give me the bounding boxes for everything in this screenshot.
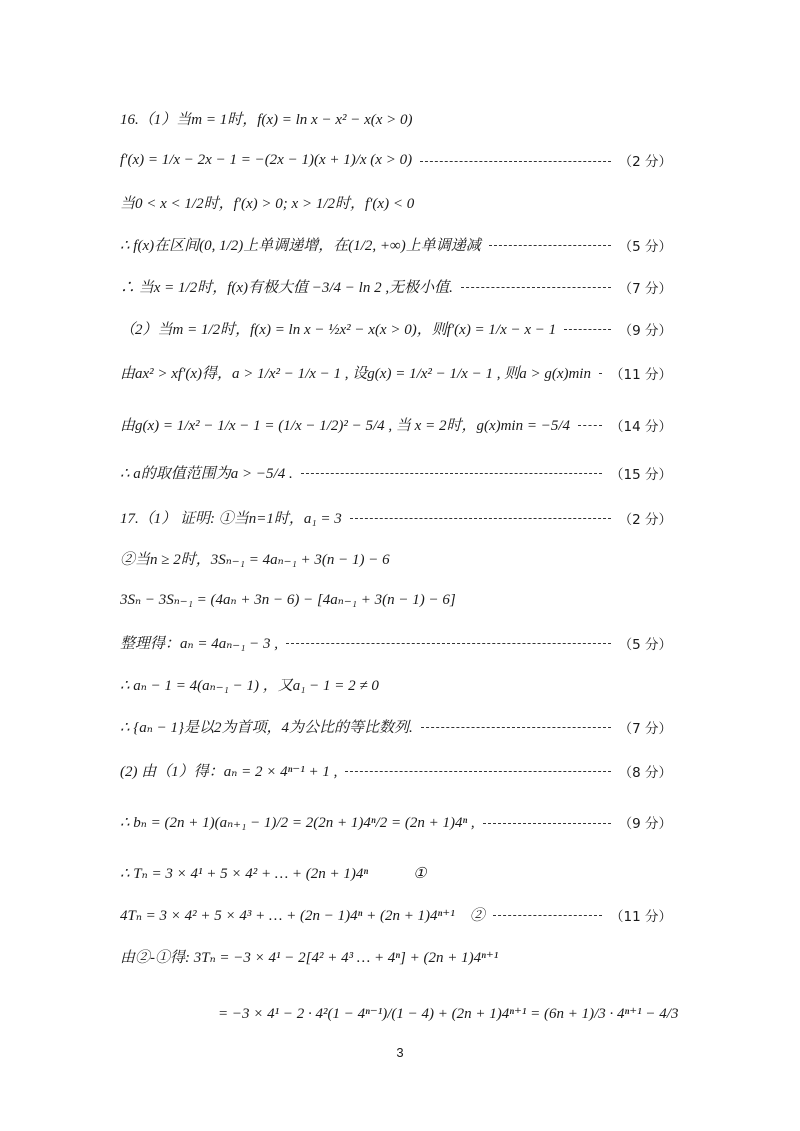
score-label: （5 分）	[618, 636, 672, 653]
leader-dashes	[578, 425, 602, 426]
line-text: 3Sₙ − 3Sₙ₋₁ = (4aₙ + 3n − 6) − [4aₙ₋₁ + 3(n − 1) − 6]	[120, 592, 456, 608]
score-label: （9 分）	[618, 322, 672, 339]
score-label: （7 分）	[618, 720, 672, 737]
leader-dashes	[421, 727, 611, 728]
line-text: ∴ f(x)在区间(0, 1/2)上单调递增，在(1/2, +∞)上单调递减	[120, 238, 481, 254]
line-4tn	[120, 904, 672, 925]
line-range-a	[120, 462, 672, 483]
line-bn	[120, 812, 672, 832]
line-text: 整理得：aₙ = 4aₙ₋₁ − 3 ,	[120, 636, 279, 652]
line-sign-analysis	[120, 192, 672, 213]
line-inequality	[120, 362, 672, 383]
line-text: ∴ aₙ − 1 = 4(aₙ₋₁ − 1) ，又a₁ − 1 = 2 ≠ 0	[120, 678, 379, 694]
leader-dashes	[420, 161, 611, 162]
line-text: (2) 由（1）得：aₙ = 2 × 4ⁿ⁻¹ + 1 ,	[120, 764, 338, 780]
line-text: ∴ a的取值范围为a > −5/4 .	[120, 466, 293, 482]
score-label: （8 分）	[618, 764, 672, 781]
leader-dashes	[301, 473, 602, 474]
leader-dashes	[350, 518, 611, 519]
line-recursion	[120, 674, 672, 695]
leader-dashes	[345, 771, 610, 772]
leader-dashes	[461, 287, 611, 288]
line-text: ∴ Tₙ = 3 × 4¹ + 5 × 4² + … + (2n + 1)4ⁿ ①	[120, 866, 427, 882]
line-case-n2	[120, 548, 672, 569]
line-text: ∴ {aₙ − 1}是以2为首项，4为公比的等比数列.	[120, 720, 413, 736]
line-text: ∴ bₙ = (2n + 1)(aₙ₊₁ − 1)/2 = 2(2n + 1)4ⁿ/2 = (2n + 1)4ⁿ ,	[120, 814, 475, 831]
line-text: 4Tₙ = 3 × 4² + 5 × 4³ + … + (2n − 1)4ⁿ + (2n + 1)4ⁿ⁺¹ ②	[120, 908, 485, 924]
score-label: （9 分）	[618, 816, 672, 832]
line-result	[218, 1004, 679, 1023]
score-label: （11 分）	[610, 366, 672, 383]
score-label: （7 分）	[618, 280, 672, 297]
page-number: 3	[396, 1045, 404, 1060]
line-difference	[120, 590, 672, 609]
score-label: （14 分）	[610, 418, 672, 435]
line-text: f′(x) = 1/x − 2x − 1 = −(2x − 1)(x + 1)/x (x > 0)	[120, 151, 413, 168]
line-17-2	[120, 760, 672, 781]
line-simplify	[120, 632, 672, 653]
line-text: 由g(x) = 1/x² − 1/x − 1 = (1/x − 1/2)² − 5/4 , 当 x = 2时，g(x)min = −5/4	[120, 418, 571, 434]
leader-dashes	[483, 823, 611, 824]
line-text: （2）当m = 1/2时，f(x) = ln x − ½x² − x(x > 0)，则f′(x) = 1/x − x − 1	[120, 322, 557, 338]
score-label: （11 分）	[610, 908, 672, 925]
leader-dashes	[493, 915, 602, 916]
line-text: ∴ 当x = 1/2时，f(x)有极大值 −3/4 − ln 2 ,无极小值.	[120, 280, 453, 296]
line-17-1	[120, 507, 672, 528]
line-16-2	[120, 318, 672, 339]
line-text: 16.（1）当m = 1时，f(x) = ln x − x² − x(x > 0)	[120, 112, 413, 128]
score-label: （5 分）	[618, 238, 672, 255]
line-tn	[120, 862, 672, 883]
line-g-min	[120, 414, 672, 435]
score-label: （2 分）	[618, 154, 672, 170]
score-label: （15 分）	[610, 466, 672, 483]
leader-dashes	[599, 373, 602, 374]
line-monotonicity	[120, 234, 672, 255]
leader-dashes	[489, 245, 611, 246]
score-label: （2 分）	[618, 511, 672, 528]
line-derivative	[120, 150, 672, 170]
leader-dashes	[564, 329, 610, 330]
line-extremum	[120, 276, 672, 297]
line-subtract	[120, 946, 672, 967]
line-text: 17.（1） 证明: ①当n=1时，a₁ = 3	[120, 511, 342, 527]
line-16-1	[120, 108, 672, 129]
line-text: = −3 × 4¹ − 2 · 4²(1 − 4ⁿ⁻¹)/(1 − 4) + (2n + 1)4ⁿ⁺¹ = (6n + 1)/3 · 4ⁿ⁺¹ − 4/3	[218, 1006, 679, 1022]
leader-dashes	[286, 643, 611, 644]
line-text: 由ax² > xf′(x)得，a > 1/x² − 1/x − 1 , 设g(x) = 1/x² − 1/x − 1 , 则a > g(x)min	[120, 366, 591, 382]
line-text: 由②-①得: 3Tₙ = −3 × 4¹ − 2[4² + 4³ … + 4ⁿ] + (2n + 1)4ⁿ⁺¹	[120, 950, 499, 966]
line-text: ②当n ≥ 2时，3Sₙ₋₁ = 4aₙ₋₁ + 3(n − 1) − 6	[120, 552, 390, 568]
line-geometric	[120, 716, 672, 737]
line-text: 当0 < x < 1/2时，f′(x) > 0; x > 1/2时，f′(x) < 0	[120, 196, 415, 212]
